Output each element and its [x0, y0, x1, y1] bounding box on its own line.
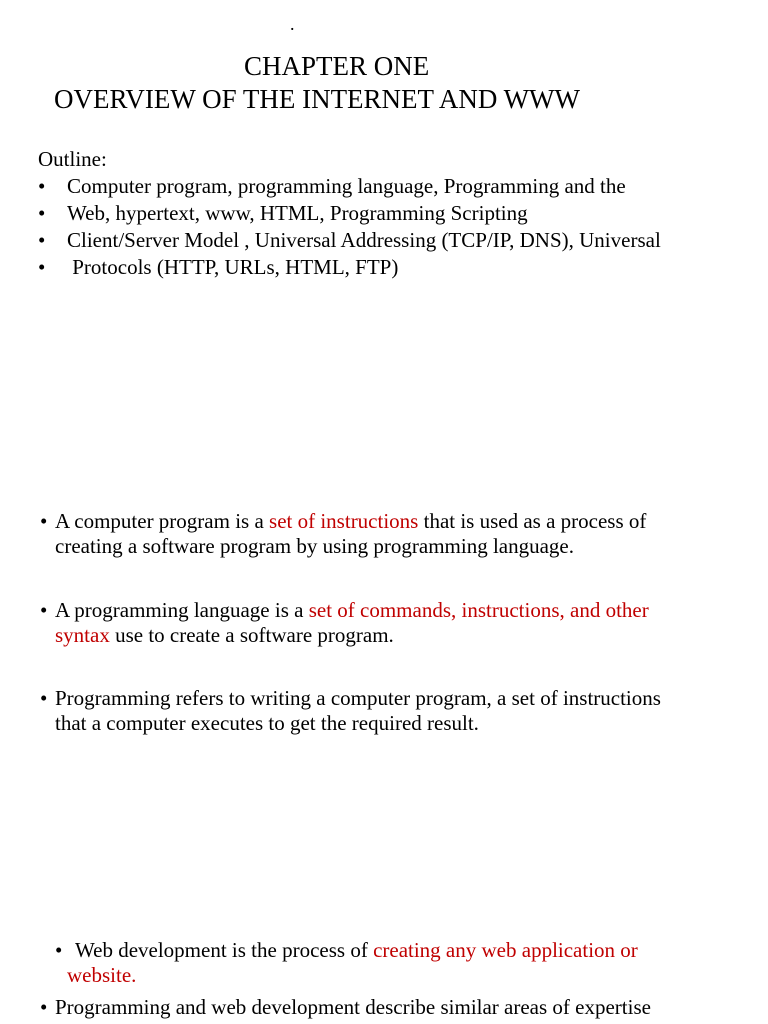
definition-text: Programming and web development describe similar areas of expertise	[55, 995, 651, 1019]
bullet: •	[38, 174, 46, 198]
web-programming-comparison	[40, 995, 651, 1020]
outline-item	[38, 201, 528, 226]
outline-item	[38, 228, 661, 253]
chapter-heading: CHAPTER ONE	[244, 51, 430, 81]
definition-computer-program	[40, 509, 646, 559]
bullet: •	[40, 509, 48, 533]
bullet: •	[55, 938, 63, 962]
web-development-definition	[55, 938, 638, 988]
definition-programming-language	[40, 598, 649, 648]
outline-item-text: Computer program, programming language, Programming and the	[67, 174, 626, 198]
definition-text: that is used as a process of	[418, 509, 647, 533]
outline-item-text: Protocols (HTTP, URLs, HTML, FTP)	[67, 255, 399, 279]
highlight-text: set of instructions	[269, 509, 419, 533]
outline-label: Outline:	[38, 147, 107, 171]
definition-text: Web development is the process of	[75, 938, 374, 962]
bullet: •	[38, 201, 46, 225]
page-title: OVERVIEW OF THE INTERNET AND WWW	[54, 84, 581, 114]
outline-item-text: Client/Server Model , Universal Addressing (TCP/IP, DNS), Universal	[67, 228, 661, 252]
outline-item	[38, 174, 626, 199]
definition-text: A programming language is a	[55, 598, 309, 622]
definition-text: Programming refers to writing a computer program, a set of instructions	[55, 686, 661, 710]
definition-text: A computer program is a	[55, 509, 270, 533]
definition-text: use to create a software program.	[109, 623, 394, 647]
top-dot: .	[290, 14, 295, 34]
definition-text: that a computer executes to get the required result.	[55, 711, 479, 735]
definition-line	[40, 623, 649, 648]
bullet: •	[40, 598, 48, 622]
bullet: •	[38, 228, 46, 252]
definition-text: creating a software program by using programming language.	[55, 534, 575, 558]
outline-item-text: Web, hypertext, www, HTML, Programming Scripting	[67, 201, 528, 225]
outline-item	[38, 255, 398, 280]
highlight-text: creating any web application or	[373, 938, 638, 962]
bullet: •	[38, 255, 46, 279]
bullet: •	[40, 686, 48, 710]
highlight-text: set of commands, instructions, and other	[308, 598, 649, 622]
highlight-text: syntax	[55, 623, 110, 647]
definition-programming	[40, 686, 661, 736]
bullet: •	[40, 995, 48, 1019]
highlight-text: website.	[67, 963, 137, 987]
